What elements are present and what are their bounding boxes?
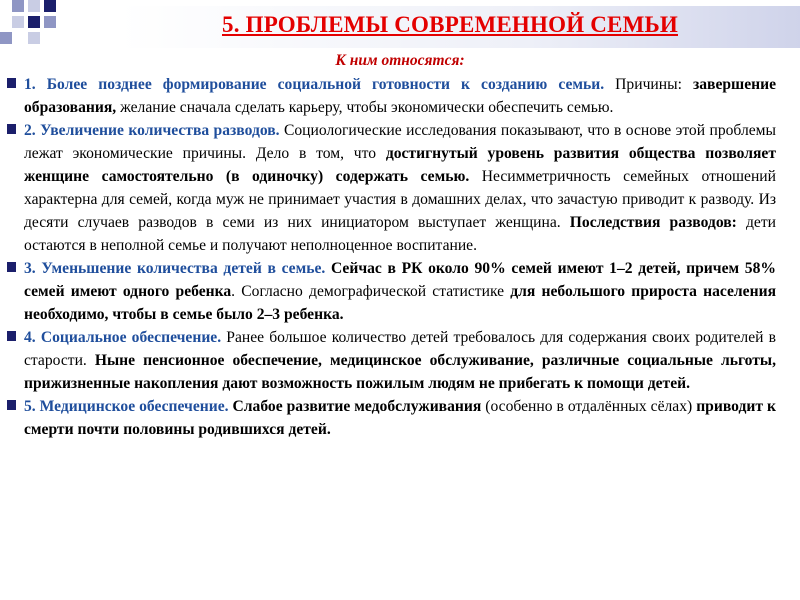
- list-item-3: [24, 257, 776, 326]
- item-heading: 3. Уменьшение количества детей в семье.: [24, 260, 326, 277]
- item-emphasis: Слабое развитие медобслуживания: [228, 398, 482, 415]
- item-text: Причины:: [604, 76, 693, 93]
- page-title: 5. ПРОБЛЕМЫ СОВРЕМЕННОЙ СЕМЬИ: [222, 12, 678, 37]
- item-heading: 2. Увеличение количества разводов.: [24, 122, 280, 139]
- content-list: [24, 73, 776, 441]
- item-emphasis: Ныне пенсионное обеспечение, медицинское обслуживание, различные социальные льготы, прижизненные накопления дают возможность пожилым людям не прибегать к помощи детей.: [24, 352, 776, 392]
- square-bullet-icon: [7, 124, 16, 134]
- item-text: дети остаются в неполной семье и получают неполноценное воспитание.: [24, 214, 776, 254]
- item-text: (особенно в отдалённых сёлах): [481, 398, 697, 415]
- list-item-5: [24, 395, 776, 441]
- item-emphasis: завершение образования,: [24, 76, 777, 116]
- list-item-4: [24, 326, 776, 395]
- item-text: . Согласно демографической статистике: [231, 283, 511, 300]
- square-bullet-icon: [7, 262, 16, 272]
- list-item-2: [24, 119, 776, 257]
- item-text: Несимметричность семейных отношений характерна для семей, когда муж не принимает участия в домашних делах, что зачастую приводит к разводу. Из десяти случаев разводов в семи из них инициатором выступает женщина.: [24, 168, 776, 231]
- item-heading: 1. Более позднее формирование социальной готовности к созданию семьи.: [24, 76, 605, 93]
- page-subtitle: К ним относятся:: [335, 52, 465, 69]
- square-bullet-icon: [7, 78, 16, 88]
- square-bullet-icon: [7, 400, 16, 410]
- item-emphasis: приводит к смерти почти половины родившихся детей.: [24, 398, 776, 438]
- item-heading: 5. Медицинское обеспечение.: [24, 398, 229, 415]
- item-text: желание сначала сделать карьеру, чтобы экономически обеспечить семью.: [116, 99, 614, 116]
- item-text: Социологические исследования показывают, что в основе этой проблемы лежат экономические причины. Дело в том, что: [24, 122, 777, 162]
- item-emphasis: Последствия разводов:: [569, 214, 737, 231]
- list-item-1: [24, 73, 776, 119]
- item-emphasis: для небольшого прироста населения необходимо, чтобы в семье было 2–3 ребенка.: [24, 283, 777, 323]
- item-text: Ранее большое количество детей требовалось для содержания своих родителей в старости.: [24, 329, 776, 369]
- square-bullet-icon: [7, 331, 16, 341]
- item-emphasis: Сейчас в РК около 90% семей имеют 1–2 детей, причем 58% семей имеют одного ребенка: [24, 260, 776, 300]
- item-emphasis: достигнутый уровень развития общества позволяет женщине самостоятельно (в одиночку) содержать семью.: [24, 145, 776, 185]
- item-heading: 4. Социальное обеспечение.: [24, 329, 222, 346]
